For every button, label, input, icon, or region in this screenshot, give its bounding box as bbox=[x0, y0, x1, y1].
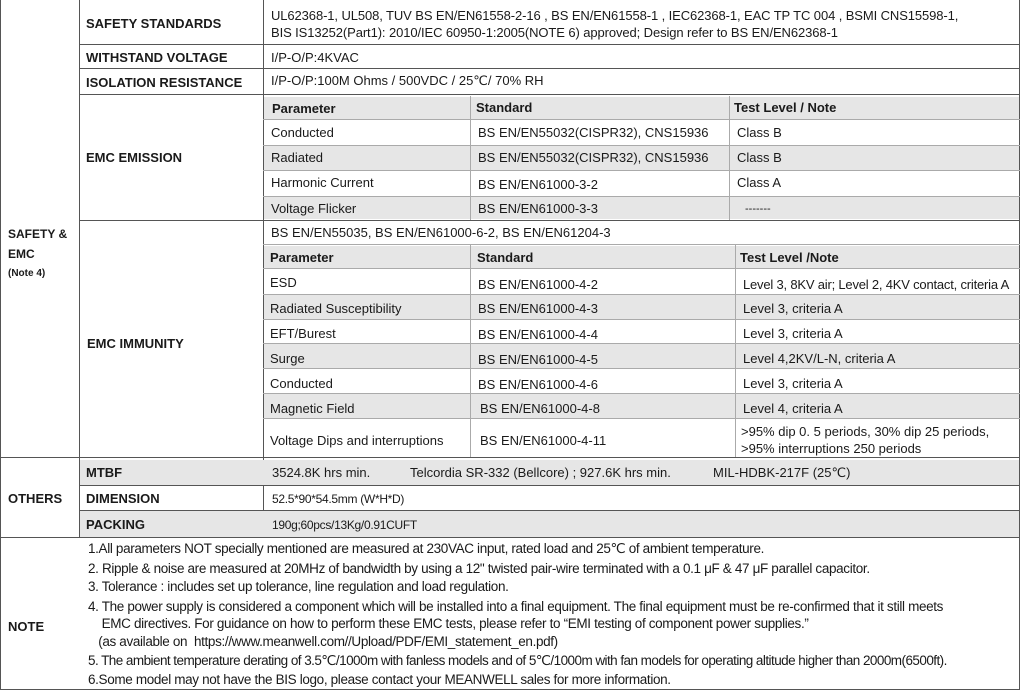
immunity-row-standard: BS EN/EN61000-4-8 bbox=[480, 401, 600, 416]
isolation-resistance-value: I/P-O/P:100M Ohms / 500VDC / 25℃/ 70% RH bbox=[271, 73, 544, 88]
note-line: 6.Some model may not have the BIS logo, please contact your MEANWELL sales for more information. bbox=[88, 672, 671, 687]
immunity-row-standard: BS EN/EN61000-4-6 bbox=[478, 377, 598, 392]
emission-header-note: Test Level / Note bbox=[734, 100, 837, 115]
immunity-row-standard: BS EN/EN61000-4-2 bbox=[478, 277, 598, 292]
emc-immunity-label: EMC IMMUNITY bbox=[87, 336, 184, 351]
safety-standards-line1: UL62368-1, UL508, TUV BS EN/EN61558-2-16 , BS EN/EN61558-1 , IEC62368-1, EAC TP TC 004 , BSMI CNS15598-1, bbox=[271, 8, 959, 23]
emission-header-standard: Standard bbox=[476, 100, 533, 115]
immunity-row-parameter: Conducted bbox=[270, 376, 333, 391]
note-line: 2. Ripple & noise are measured at 20MHz of bandwidth by using a 12" twisted pair-wire terminated with a 0.1 μF & 47 μF parallel capacitor. bbox=[88, 561, 870, 576]
emc-emission-label: EMC EMISSION bbox=[86, 150, 183, 165]
immunity-row-level: >95% dip 0. 5 periods, 30% dip 25 periods, bbox=[741, 424, 990, 439]
packing-value: 190g;60pcs/13Kg/0.91CUFT bbox=[272, 518, 417, 532]
section-label-emc: EMC bbox=[8, 247, 35, 261]
immunity-standards-line: BS EN/EN55035, BS EN/EN61000-6-2, BS EN/EN61204-3 bbox=[271, 225, 611, 240]
section-label-others: OTHERS bbox=[8, 491, 63, 506]
dimension-label: DIMENSION bbox=[86, 491, 160, 506]
mtbf-value-part2: Telcordia SR-332 (Bellcore) ; 927.6K hrs min. bbox=[410, 465, 671, 480]
isolation-resistance-label: ISOLATION RESISTANCE bbox=[86, 75, 243, 90]
emission-row-standard: BS EN/EN61000-3-3 bbox=[478, 201, 598, 216]
immunity-header-parameter: Parameter bbox=[270, 250, 334, 265]
section-label-note: NOTE bbox=[8, 619, 45, 634]
immunity-header-note: Test Level /Note bbox=[740, 250, 839, 265]
immunity-row-parameter: Radiated Susceptibility bbox=[270, 301, 402, 316]
emission-row-standard: BS EN/EN61000-3-2 bbox=[478, 177, 598, 192]
immunity-row-level: Level 3, criteria A bbox=[743, 376, 843, 391]
note-line: (as available on https://www.meanwell.com//Upload/PDF/EMI_statement_en.pdf) bbox=[88, 634, 558, 649]
immunity-row-standard: BS EN/EN61000-4-5 bbox=[478, 352, 598, 367]
emission-row-standard: BS EN/EN55032(CISPR32), CNS15936 bbox=[478, 125, 709, 140]
note-line: EMC directives. For guidance on how to perform these EMC tests, please refer to “EMI testing of component power supplies.” bbox=[88, 616, 809, 631]
emission-row-parameter: Radiated bbox=[271, 150, 324, 165]
dimension-value: 52.5*90*54.5mm (W*H*D) bbox=[272, 492, 405, 506]
immunity-row-standard: BS EN/EN61000-4-3 bbox=[478, 301, 598, 316]
immunity-row-level-line2: >95% interruptions 250 periods bbox=[741, 441, 922, 456]
emission-row-parameter: Conducted bbox=[271, 125, 334, 140]
immunity-header-standard: Standard bbox=[477, 250, 534, 265]
immunity-row-parameter: Surge bbox=[270, 351, 305, 366]
emission-header-parameter: Parameter bbox=[272, 101, 336, 116]
immunity-row-parameter: Magnetic Field bbox=[270, 401, 355, 416]
immunity-row-standard: BS EN/EN61000-4-11 bbox=[480, 433, 607, 448]
note-line: 5. The ambient temperature derating of 3.5℃/1000m with fanless models and of 5℃/1000m with fan models for operating altitude higher than 2000m(6500ft). bbox=[88, 653, 947, 668]
safety-standards-line2: BIS IS13252(Part1): 2010/IEC 60950-1:2005(NOTE 6) approved; Design refer to BS EN/EN62368-1 bbox=[271, 25, 838, 40]
immunity-row-parameter: EFT/Burest bbox=[270, 326, 336, 341]
withstand-voltage-label: WITHSTAND VOLTAGE bbox=[86, 50, 228, 65]
section-label-safety: SAFETY & bbox=[8, 227, 68, 241]
immunity-row-level: Level 3, criteria A bbox=[743, 326, 843, 341]
emission-row-level: Class B bbox=[737, 125, 782, 140]
immunity-row-level: Level 4,2KV/L-N, criteria A bbox=[743, 351, 896, 366]
immunity-row-level: Level 3, 8KV air; Level 2, 4KV contact, criteria A bbox=[743, 277, 1010, 292]
mtbf-value-part3: MIL-HDBK-217F (25℃) bbox=[713, 465, 851, 480]
note-line: 3. Tolerance : includes set up tolerance, line regulation and load regulation. bbox=[88, 579, 509, 594]
packing-label: PACKING bbox=[86, 517, 145, 532]
immunity-row-level: Level 3, criteria A bbox=[743, 301, 843, 316]
emission-row-level: Class A bbox=[737, 175, 782, 190]
safety-standards-label: SAFETY STANDARDS bbox=[86, 16, 222, 31]
emission-row-level: ------- bbox=[745, 203, 771, 215]
emission-row-parameter: Voltage Flicker bbox=[271, 201, 357, 216]
note-line: 1.All parameters NOT specially mentioned are measured at 230VAC input, rated load and 25℃ of ambient temperature. bbox=[88, 541, 764, 556]
note-line: 4. The power supply is considered a component which will be installed into a final equipment. The final equipment must be re-confirmed that it still meets bbox=[88, 599, 944, 614]
immunity-row-level: Level 4, criteria A bbox=[743, 401, 843, 416]
immunity-row-standard: BS EN/EN61000-4-4 bbox=[478, 327, 598, 342]
emission-row-parameter: Harmonic Current bbox=[271, 175, 374, 190]
emission-row-level: Class B bbox=[737, 150, 782, 165]
immunity-row-parameter: Voltage Dips and interruptions bbox=[270, 433, 444, 448]
withstand-voltage-value: I/P-O/P:4KVAC bbox=[271, 50, 359, 65]
section-note-ref: (Note 4) bbox=[8, 268, 46, 279]
emission-row-standard: BS EN/EN55032(CISPR32), CNS15936 bbox=[478, 150, 709, 165]
mtbf-label: MTBF bbox=[86, 465, 123, 480]
mtbf-value-part1: 3524.8K hrs min. bbox=[272, 465, 371, 480]
immunity-row-parameter: ESD bbox=[270, 275, 297, 290]
